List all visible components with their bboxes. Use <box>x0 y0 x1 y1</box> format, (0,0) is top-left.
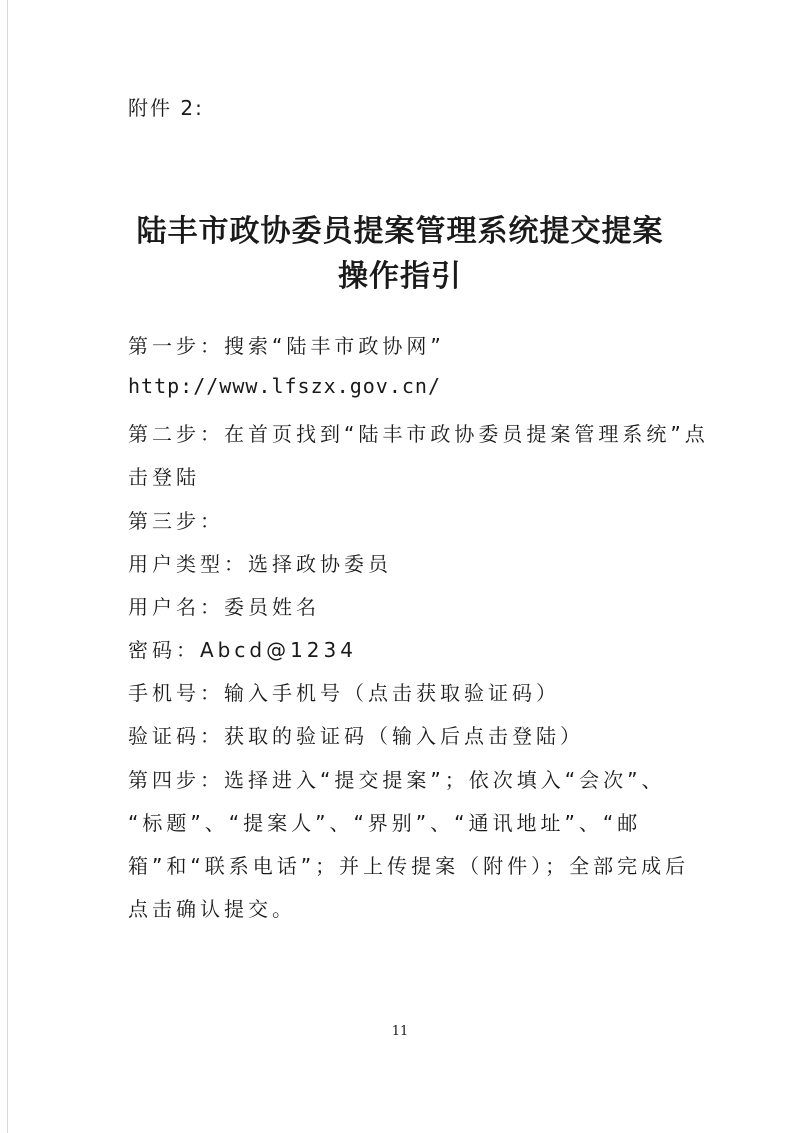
step-four-continued-2: 箱”和“联系电话”；并上传提案（附件）；全部完成后 <box>128 854 690 878</box>
step-four-line: 第四步：选择进入“提交提案”；依次填入“会次”、 <box>128 768 666 792</box>
step-three-line: 第三步： <box>128 509 224 533</box>
step-two-line: 第二步：在首页找到“陆丰市政协委员提案管理系统”点 <box>128 422 709 446</box>
verification-code-line: 验证码：获取的验证码（输入后点击登陆） <box>128 724 584 748</box>
document-title-line-1: 陆丰市政协委员提案管理系统提交提案 <box>136 214 664 249</box>
step-four-continued-3: 点击确认提交。 <box>128 897 296 921</box>
phone-line: 手机号：输入手机号（点击获取验证码） <box>128 681 560 705</box>
step-two-continued: 击登陆 <box>128 465 200 489</box>
page-edge-line <box>7 0 8 1133</box>
step-one-line: 第一步：搜索“陆丰市政协网” <box>128 334 445 358</box>
password-line: 密码：Abcd@1234 <box>128 638 357 662</box>
user-type-line: 用户类型：选择政协委员 <box>128 552 392 576</box>
username-line: 用户名：委员姓名 <box>128 595 320 619</box>
website-url: http://www.lfszx.gov.cn/ <box>128 374 441 398</box>
step-four-continued-1: “标题”、“提案人”、“界别”、“通讯地址”、“邮 <box>128 811 642 835</box>
page-number: 11 <box>391 1024 409 1039</box>
attachment-label: 附件 2: <box>128 96 204 120</box>
document-title-line-2: 操作指引 <box>338 259 462 294</box>
